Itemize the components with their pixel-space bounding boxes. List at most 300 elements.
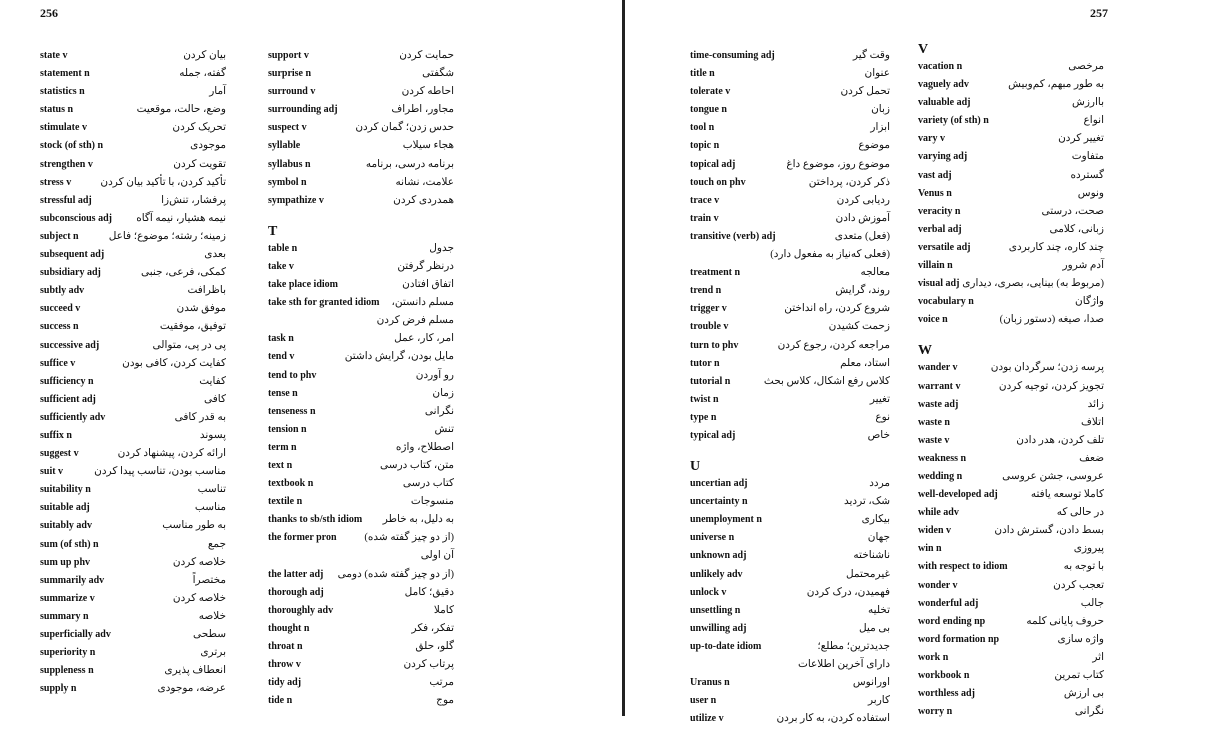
persian-meaning: ارائه کردن، پیشنهاد کردن (117, 448, 226, 460)
persian-meaning: مناسب (194, 502, 226, 514)
english-term: utilize v (690, 713, 724, 725)
glossary-entry (690, 585, 890, 603)
glossary-entry (40, 356, 226, 374)
glossary-entry (918, 59, 1104, 77)
glossary-entry (690, 428, 890, 446)
english-term: tidy adj (268, 677, 302, 689)
persian-meaning: نیمه هشیار، نیمه آگاه (136, 212, 226, 224)
english-term: stressful adj (40, 194, 92, 206)
section-letter-text: W (918, 343, 932, 359)
english-term: sympathize v (268, 194, 324, 206)
english-term: statement n (40, 68, 90, 80)
english-term: waste v (918, 434, 950, 446)
english-term: typical adj (690, 429, 736, 441)
page-number: 256 (40, 6, 58, 20)
glossary-entry (690, 84, 890, 102)
persian-meaning: خلاصه کردن (172, 556, 226, 568)
english-term: waste n (918, 416, 950, 428)
english-term: treatment n (690, 267, 741, 279)
english-term: tense n (268, 387, 298, 399)
english-term: subtly adv (40, 285, 85, 297)
glossary-entry (40, 645, 226, 663)
glossary-entry (268, 603, 454, 621)
glossary-entry (690, 639, 890, 657)
glossary-entry (40, 392, 226, 410)
persian-meaning: تفکر، فکر (411, 622, 454, 634)
left-page (0, 0, 618, 716)
english-term: weakness n (918, 452, 967, 464)
english-term: wander v (918, 362, 958, 374)
section-letter-text: U (690, 459, 701, 475)
glossary-entry (690, 157, 890, 175)
persian-meaning: صدا، صیغه (دستور زبان) (999, 314, 1104, 326)
glossary-entry (918, 559, 1104, 577)
persian-meaning: اصطلاح، واژه (395, 441, 454, 453)
english-term: uncertian adj (690, 478, 748, 490)
glossary-entry (40, 663, 226, 681)
persian-meaning: جهان (867, 532, 890, 544)
english-term: topic n (690, 140, 720, 152)
persian-meaning: غیرمحتمل (845, 568, 890, 580)
persian-meaning: زحمت کشیدن (828, 321, 890, 333)
persian-meaning: دقیق؛ کامل (404, 586, 454, 598)
glossary-entry (268, 458, 454, 476)
glossary-entry (690, 338, 890, 356)
glossary-entry (268, 675, 454, 693)
glossary-entry (40, 48, 226, 66)
persian-meaning: موفق شدن (176, 303, 226, 315)
glossary-entry (40, 175, 226, 193)
english-term: uncertainty n (690, 496, 748, 508)
glossary-entry (918, 294, 1104, 312)
glossary-entry (690, 175, 890, 193)
english-term: stress v (40, 176, 72, 188)
glossary-entry (690, 374, 890, 392)
persian-meaning: آدم شرور (1062, 260, 1104, 272)
persian-meaning: گسترده (1070, 169, 1104, 181)
english-term: vocabulary n (918, 296, 974, 308)
glossary-entry (268, 66, 454, 84)
english-term: unlikely adv (690, 568, 743, 580)
english-term: word formation np (918, 633, 1000, 645)
glossary-entry (690, 392, 890, 410)
glossary-entry (40, 627, 226, 645)
persian-meaning: اتلاف (1081, 416, 1104, 428)
english-term: subsequent adj (40, 249, 105, 261)
glossary-entry (268, 404, 454, 422)
english-term: verbal adj (918, 223, 962, 235)
glossary-entry (40, 464, 226, 482)
persian-meaning: مسلم دانستن، (391, 297, 454, 309)
english-term: sufficiency n (40, 375, 94, 387)
english-term: well-developed adj (918, 489, 998, 501)
glossary-entry (918, 578, 1104, 596)
english-term: text n (268, 459, 293, 471)
persian-meaning: آموزش دادن (835, 212, 890, 224)
english-term: unwilling adj (690, 622, 747, 634)
persian-meaning: کاربر (868, 695, 890, 707)
english-term: visual adj (918, 278, 960, 290)
persian-meaning: انواع (1083, 115, 1104, 127)
glossary-entry (268, 494, 454, 512)
persian-meaning: ونوس (1077, 187, 1104, 199)
glossary-entry (268, 120, 454, 138)
glossary-entry (40, 229, 226, 247)
glossary-entry (40, 555, 226, 573)
glossary-entry (268, 386, 454, 404)
glossary-entry (40, 138, 226, 156)
glossary-entry (40, 482, 226, 500)
glossary-entry (268, 530, 454, 548)
english-term: Venus n (918, 187, 952, 199)
english-term: veracity n (918, 205, 961, 217)
english-term: type n (690, 411, 717, 423)
english-term: win n (918, 543, 942, 555)
glossary-entry (268, 102, 454, 120)
persian-meaning: باظرافت (187, 285, 226, 297)
glossary-column (268, 48, 454, 711)
book-spine (622, 0, 625, 716)
glossary-entry (690, 265, 890, 283)
english-term: tutorial n (690, 375, 731, 387)
english-term: villain n (918, 260, 953, 272)
glossary-entry (690, 548, 890, 566)
persian-meaning: ضعف (1079, 452, 1104, 464)
english-term: tolerate v (690, 86, 731, 98)
glossary-entry (268, 512, 454, 530)
glossary-entry (268, 349, 454, 367)
section-letter (690, 455, 890, 476)
english-term: successive adj (40, 339, 100, 351)
glossary-entry (690, 530, 890, 548)
english-term: thoroughly adv (268, 604, 334, 616)
persian-meaning: با توجه به (1063, 561, 1104, 573)
persian-meaning: ناشناخته (853, 550, 890, 562)
persian-meaning: موضوع (858, 140, 890, 152)
english-term: tension n (268, 423, 307, 435)
english-term: surprise n (268, 68, 312, 80)
glossary-entry (268, 193, 454, 211)
glossary-entry (690, 675, 890, 693)
glossary-entry (40, 319, 226, 337)
persian-meaning: تحریک کردن (172, 122, 226, 134)
persian-meaning: احاطه کردن (401, 86, 454, 98)
persian-meaning: کفایت کردن، کافی بودن (122, 357, 226, 369)
glossary-entry (40, 537, 226, 555)
english-term: workbook n (918, 670, 970, 681)
english-term: unemployment n (690, 514, 762, 526)
persian-meaning: اورانوس (852, 677, 890, 689)
glossary-entry (690, 657, 890, 675)
english-term: Uranus n (690, 677, 730, 689)
english-term: syllabus n (268, 158, 311, 170)
persian-meaning: همدردی کردن (393, 194, 454, 206)
glossary-entry (40, 374, 226, 392)
glossary-entry (918, 168, 1104, 186)
english-term: worry n (918, 706, 953, 718)
glossary-entry (268, 138, 454, 156)
persian-meaning: پرسه زدن؛ سرگردان بودن (990, 362, 1104, 374)
persian-meaning: تناسب (197, 484, 226, 496)
persian-meaning: موجودی (190, 140, 226, 152)
glossary-entry (918, 397, 1104, 415)
persian-meaning: (از دو چیز گفته شده) (364, 532, 454, 544)
glossary-entry (268, 422, 454, 440)
english-term: time-consuming adj (690, 50, 775, 61)
persian-meaning: سطحی (193, 629, 226, 640)
english-term: syllable (268, 140, 301, 152)
glossary-entry (918, 668, 1104, 686)
glossary-entry (268, 368, 454, 386)
persian-meaning: واژه سازی (1057, 633, 1104, 645)
english-term: vacation n (918, 61, 963, 72)
persian-meaning: خاص (867, 429, 890, 441)
english-term: subsidiary adj (40, 267, 101, 279)
persian-meaning: بسط دادن، گسترش دادن (994, 525, 1104, 537)
english-term: state v (40, 50, 68, 61)
english-term: surrounding adj (268, 104, 338, 116)
english-term: vaguely adv (918, 79, 969, 91)
english-term: up-to-date idiom (690, 640, 762, 652)
glossary-entry (40, 265, 226, 283)
persian-meaning: انعطاف پذیری (164, 665, 226, 677)
english-term: succeed v (40, 303, 81, 315)
persian-meaning: امر، کار، عمل (394, 333, 454, 345)
glossary-entry (690, 476, 890, 494)
english-term: summarily adv (40, 574, 105, 586)
persian-meaning: چند کاره، چند کاربردی (1008, 241, 1104, 253)
persian-meaning: تأکید کردن، با تأکید بیان کردن (100, 176, 226, 188)
english-term: widen v (918, 525, 952, 537)
persian-meaning: پسوند (199, 429, 226, 441)
glossary-entry (690, 356, 890, 374)
persian-meaning: پرتاب کردن (403, 659, 454, 670)
glossary-entry (918, 469, 1104, 487)
english-term: trace v (690, 194, 720, 206)
persian-meaning: خلاصه کردن (172, 592, 226, 604)
glossary-entry (268, 175, 454, 193)
persian-meaning: به دلیل، به خاطر (382, 514, 454, 526)
glossary-entry (918, 258, 1104, 276)
glossary-entry (268, 241, 454, 259)
english-term: the latter adj (268, 568, 324, 580)
glossary-entry (268, 277, 454, 295)
persian-meaning: کلاس رفع اشکال، کلاس بحث (763, 375, 890, 387)
page-number: 257 (1090, 6, 1108, 20)
glossary-entry (918, 204, 1104, 222)
persian-meaning: حروف پایانی کلمه (1026, 615, 1104, 627)
english-term: suitably adv (40, 520, 92, 532)
persian-meaning: مجاور، اطراف (391, 104, 454, 116)
glossary-entry (40, 518, 226, 536)
persian-meaning: مرتب (429, 677, 454, 689)
persian-meaning: تجویز کردن، توجیه کردن (998, 380, 1104, 392)
glossary-entry (690, 410, 890, 428)
persian-meaning: مراجعه کردن، رجوع کردن (777, 339, 890, 351)
persian-meaning: جمع (207, 538, 226, 550)
persian-meaning: مناسب بودن، تناسب پیدا کردن (94, 466, 226, 478)
english-term: unlock v (690, 586, 727, 598)
english-term: textbook n (268, 478, 314, 490)
glossary-entry (690, 48, 890, 66)
persian-meaning: آمار (209, 86, 226, 98)
english-term: universe n (690, 532, 735, 544)
persian-meaning: پرفشار، تنش‌زا (161, 194, 226, 206)
persian-meaning: تحمل کردن (840, 86, 890, 98)
persian-meaning: علامت، نشانه (395, 176, 454, 188)
glossary-entry (918, 523, 1104, 541)
glossary-entry (918, 596, 1104, 614)
persian-meaning: واژگان (1075, 296, 1104, 308)
english-term: trouble v (690, 321, 729, 333)
persian-meaning: به قدر کافی (174, 411, 226, 423)
glossary-entry (40, 410, 226, 428)
english-term: sufficient adj (40, 393, 96, 405)
persian-meaning: تغییر کردن (1058, 133, 1104, 145)
english-term: suffix n (40, 429, 72, 441)
glossary-entry (40, 500, 226, 518)
persian-meaning: توفیق، موفقیت (159, 321, 226, 333)
persian-meaning: به طور مناسب (162, 520, 226, 532)
english-term: suit v (40, 466, 64, 478)
persian-meaning: مایل بودن، گرایش داشتن (344, 351, 454, 363)
glossary-entry (268, 295, 454, 313)
glossary-entry (40, 428, 226, 446)
english-term: tongue n (690, 104, 727, 116)
persian-meaning: زمان (432, 387, 454, 399)
english-term: the former pron (268, 532, 337, 544)
english-term: varying adj (918, 151, 968, 163)
glossary-entry (918, 614, 1104, 632)
persian-meaning: آن اولی (420, 550, 454, 562)
persian-meaning: ردیابی کردن (836, 194, 890, 206)
persian-meaning: تخلیه (868, 604, 890, 616)
persian-meaning: پی در پی، متوالی (152, 339, 226, 351)
english-term: thought n (268, 622, 310, 634)
glossary-entry (918, 113, 1104, 131)
glossary-entry (40, 283, 226, 301)
glossary-entry (268, 585, 454, 603)
glossary-column (690, 48, 890, 729)
persian-meaning: شروع کردن، راه انداختن (784, 303, 890, 315)
english-term: work n (918, 651, 949, 663)
glossary-entry (690, 512, 890, 530)
glossary-entry (268, 476, 454, 494)
english-term: subconscious adj (40, 212, 112, 224)
glossary-entry (690, 301, 890, 319)
persian-meaning: استفاده کردن، به کار بردن (776, 713, 890, 725)
persian-meaning: وضع، حالت، موقعیت (136, 104, 226, 116)
glossary-entry (918, 149, 1104, 167)
english-term: user n (690, 695, 717, 707)
glossary-entry (268, 313, 454, 331)
english-term: variety (of sth) n (918, 115, 989, 127)
english-term: train v (690, 212, 719, 224)
glossary-entry (268, 621, 454, 639)
english-term: sufficiently adv (40, 411, 106, 423)
persian-meaning: روند، گرایش (835, 285, 890, 297)
persian-meaning: بیان کردن (183, 50, 226, 61)
section-letter (268, 220, 454, 241)
right-page (628, 0, 1219, 725)
english-term: sum (of sth) n (40, 538, 99, 550)
persian-meaning: بی ارزش (1063, 688, 1104, 700)
glossary-entry (268, 331, 454, 349)
persian-meaning: اثر (1092, 651, 1104, 663)
glossary-entry (40, 84, 226, 102)
english-term: success n (40, 321, 79, 333)
glossary-entry (690, 229, 890, 247)
glossary-entry (690, 711, 890, 729)
glossary-entry (918, 95, 1104, 113)
english-term: supply n (40, 683, 77, 695)
glossary-entry (690, 102, 890, 120)
english-term: throat n (268, 640, 303, 652)
english-term: while adv (918, 507, 959, 519)
persian-meaning: شک، تردید (843, 496, 890, 508)
glossary-entry (918, 433, 1104, 451)
english-term: take v (268, 260, 294, 272)
english-term: tide n (268, 695, 293, 707)
english-term: trend n (690, 285, 722, 297)
glossary-entry (690, 621, 890, 639)
persian-meaning: مرخصی (1068, 61, 1104, 72)
persian-meaning: زبان (871, 104, 890, 116)
glossary-entry (918, 451, 1104, 469)
english-term: superiority n (40, 647, 96, 659)
english-term: wedding n (918, 470, 963, 482)
persian-meaning: تنش (434, 423, 454, 435)
glossary-entry (40, 301, 226, 319)
glossary-column (40, 48, 226, 699)
glossary-entry (268, 157, 454, 175)
glossary-entry (690, 120, 890, 138)
english-term: tutor n (690, 357, 720, 369)
glossary-entry (40, 591, 226, 609)
english-term: title n (690, 68, 715, 80)
section-letter-text: T (268, 223, 278, 239)
english-term: table n (268, 242, 298, 254)
glossary-entry (690, 567, 890, 585)
glossary-entry (40, 157, 226, 175)
persian-meaning: دارای آخرین اطلاعات (797, 659, 890, 670)
persian-meaning: کتاب تمرین (1054, 670, 1104, 681)
persian-meaning: نوع (875, 411, 890, 423)
persian-meaning: بعدی (204, 249, 226, 261)
section-letter-text: V (918, 42, 929, 57)
english-term: waste adj (918, 398, 959, 410)
glossary-entry (690, 283, 890, 301)
glossary-entry (40, 446, 226, 464)
english-term: suitable adj (40, 502, 90, 514)
english-term: summary n (40, 610, 89, 622)
glossary-entry (268, 657, 454, 675)
persian-meaning: منسوجات (410, 496, 454, 508)
persian-meaning: ابزار (870, 122, 890, 134)
persian-meaning: کاملا توسعه یافته (1030, 489, 1104, 501)
english-term: topical adj (690, 158, 736, 170)
glossary-entry (918, 222, 1104, 240)
persian-meaning: باارزش (1072, 97, 1104, 109)
glossary-entry (40, 211, 226, 229)
english-term: vary v (918, 133, 945, 145)
persian-meaning: بیکاری (861, 514, 890, 526)
english-term: take place idiom (268, 279, 338, 291)
persian-meaning: اتفاق افتادن (402, 279, 454, 291)
english-term: stock (of sth) n (40, 140, 104, 152)
persian-meaning: برنامه درسی، برنامه (365, 158, 454, 170)
persian-meaning: متن، کتاب درسی (380, 459, 454, 471)
